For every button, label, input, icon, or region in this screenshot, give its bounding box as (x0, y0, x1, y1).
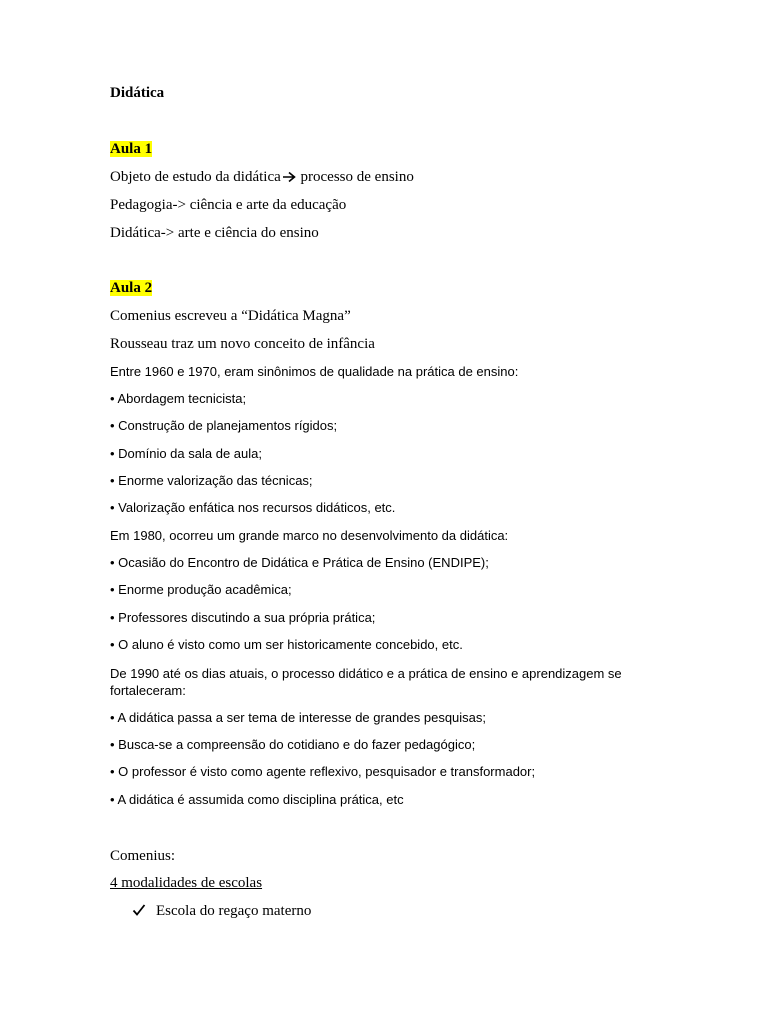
section-1990-item: • Busca-se a compreensão do cotidiano e do fazer pedagógico; (110, 737, 476, 752)
aula1-line1-text-b: processo de ensino (296, 169, 414, 185)
section-1990-item: • A didática passa a ser tema de interesse de grandes pesquisas; (110, 710, 487, 725)
section-1960-item: • Valorização enfática nos recursos didáticos, etc. (110, 500, 396, 515)
aula1-heading (110, 141, 152, 158)
section-1960-item: • Construção de planejamentos rígidos; (110, 418, 338, 433)
aula1-line1-text-a: Objeto de estudo da didática (110, 169, 281, 185)
section-1990-item: • A didática é assumida como disciplina prática, etc (110, 792, 404, 807)
aula2-heading-text: Aula 2 (110, 280, 153, 296)
aula2-heading (110, 280, 152, 297)
aula2-line1: Comenius escreveu a “Didática Magna” (110, 308, 351, 324)
aula1-heading-text: Aula 1 (110, 141, 153, 157)
section-1980-item: • Professores discutindo a sua própria prática; (110, 610, 376, 625)
comenius-subheading: 4 modalidades de escolas (110, 875, 263, 891)
section-1960-intro: Entre 1960 e 1970, eram sinônimos de qualidade na prática de ensino: (110, 364, 519, 379)
section-1990-intro: De 1990 até os dias atuais, o processo didático e a prática de ensino e aprendizagem se fortaleceram: (110, 666, 622, 698)
aula1-line3: Didática-> arte e ciência do ensino (110, 225, 319, 241)
section-1980-item: • O aluno é visto como um ser historicamente concebido, etc. (110, 637, 463, 652)
section-1960-item: • Domínio da sala de aula; (110, 446, 262, 461)
section-1990-item: • O professor é visto como agente reflexivo, pesquisador e transformador; (110, 764, 536, 779)
aula1-line2: Pedagogia-> ciência e arte da educação (110, 197, 347, 213)
section-1980-item: • Ocasião do Encontro de Didática e Prática de Ensino (ENDIPE); (110, 555, 489, 570)
comenius-label: Comenius: (110, 848, 176, 864)
section-1980-intro: Em 1980, ocorreu um grande marco no desenvolvimento da didática: (110, 528, 509, 543)
checklist-item: Escola do regaço materno (156, 903, 312, 919)
section-1960-item: • Abordagem tecnicista; (110, 391, 247, 406)
aula1-line1 (110, 169, 414, 186)
document-title: Didática (110, 85, 165, 101)
checkmark-icon (132, 903, 146, 917)
aula2-line2: Rousseau traz um novo conceito de infância (110, 336, 375, 352)
right-arrow-icon (282, 171, 296, 183)
section-1960-item: • Enorme valorização das técnicas; (110, 473, 313, 488)
section-1980-item: • Enorme produção acadêmica; (110, 582, 292, 597)
